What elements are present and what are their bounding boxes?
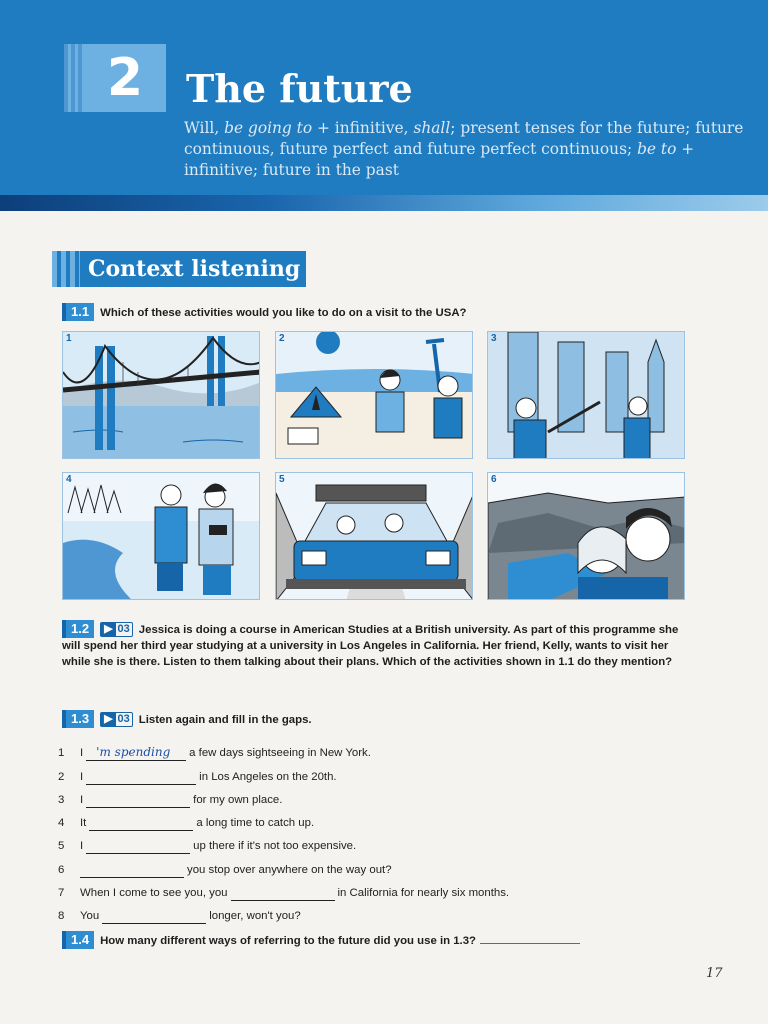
gap-blank[interactable] [86,840,190,854]
subtitle-part: Will, [184,119,225,137]
audio-track-badge[interactable] [100,712,133,727]
picture-birdwatching [62,472,260,600]
gap-blank[interactable] [86,771,196,785]
subtitle-part: + infinitive; future in the past [184,140,695,179]
section-heading [52,251,306,287]
page-number: 17 [706,966,723,981]
item-text-before: I [80,840,84,853]
item-text-after: a few days sightseeing in New York. [189,747,371,760]
picture-number: 3 [491,333,497,344]
gap-fill-item [58,854,618,877]
play-icon: ▶ [101,713,115,726]
gap-fill-item [58,878,618,901]
exercise-badge: 1.3 [62,710,94,728]
exercise-badge: 1.4 [62,931,94,949]
question-text: Which of these activities would you like to do on a visit to the USA? [100,307,467,319]
picture-number: 6 [491,474,497,485]
audio-track-number: 03 [117,623,130,635]
gap-fill-item [58,901,618,924]
subtitle-part: be going to [224,119,313,137]
item-text-before: I [80,793,84,806]
gap-blank[interactable] [86,794,190,808]
exercise-1-1-question [62,303,467,321]
exercise-1-4 [62,931,580,949]
unit-title: The future [186,66,413,111]
picture-number: 5 [279,474,285,485]
item-text-before: You [80,910,100,923]
gap-fill-item [58,831,618,854]
exercise-1-3-heading [62,710,312,728]
item-number: 1 [58,747,65,760]
item-text-after: for my own place. [193,793,283,806]
item-number: 3 [58,793,65,806]
audio-track-badge[interactable] [100,622,133,637]
answer-blank[interactable] [480,932,580,944]
picture-city-sightseeing [487,331,685,459]
picture-number: 4 [66,474,72,485]
picture-number: 2 [279,333,285,344]
header-stripe [0,195,768,211]
item-text-after: in Los Angeles on the 20th. [199,770,337,783]
play-icon: ▶ [101,623,115,636]
exercise-1-2 [62,620,684,670]
item-text-after: a long time to catch up. [196,817,315,830]
exercise-text: Jessica is doing a course in American Studies at a British university. As part of this programme she will spend her third year studying at a university in Los Angeles in California. Her friend, Kelly, wants to visit her while she is there. Listen to them talking about their plans. Which of the activities shown in 1.1 do they mention? [62,624,679,668]
item-number: 6 [58,863,65,876]
item-number: 2 [58,770,65,783]
item-number: 8 [58,910,65,923]
gap-blank[interactable] [86,747,186,761]
exercise-badge: 1.2 [62,620,94,638]
item-text-before: When I come to see you, you [80,887,228,900]
decorative-bars [64,44,84,112]
picture-grand-canyon [487,472,685,600]
gap-answer: 'm spending [96,745,171,760]
subtitle-part: shall [413,119,451,137]
item-number: 5 [58,840,65,853]
item-number: 7 [58,887,65,900]
item-text-before: I [80,747,84,760]
item-text-after: longer, won't you? [209,910,301,923]
section-title: Context listening [80,251,306,287]
gap-fill-item [58,761,618,784]
item-number: 4 [58,817,65,830]
picture-beach-camping [275,331,473,459]
gap-blank[interactable] [80,864,184,878]
gap-blank[interactable] [89,817,193,831]
gap-blank[interactable] [231,887,335,901]
decorative-bars [52,251,80,287]
audio-track-number: 03 [117,713,130,725]
gap-fill-item [58,808,618,831]
question-text: How many different ways of referring to the future did you use in 1.3? [100,935,477,947]
picture-road-trip [275,472,473,600]
subtitle-part: + infinitive, [312,119,414,137]
subtitle-part: be to [637,140,677,158]
gap-blank[interactable] [102,910,206,924]
gap-fill-item [58,785,618,808]
item-text-after: you stop over anywhere on the way out? [187,863,392,876]
unit-number-box [64,44,166,112]
item-text-before: I [80,770,84,783]
exercise-badge: 1.1 [62,303,94,321]
item-text-after: in California for nearly six months. [337,887,510,900]
subtitle-part: ; present tenses for the future; future continuous, future perfect and future perfect continuous; [184,119,744,158]
exercise-instruction: Listen again and fill in the gaps. [138,714,312,726]
picture-golden-gate-bridge [62,331,260,459]
picture-number: 1 [66,333,72,344]
unit-subtitle [184,118,744,181]
gap-fill-item [58,738,618,761]
unit-number: 2 [106,48,144,108]
item-text-after: up there if it's not too expensive. [193,840,357,853]
gap-fill-list [58,738,618,924]
item-text-before: It [80,817,87,830]
